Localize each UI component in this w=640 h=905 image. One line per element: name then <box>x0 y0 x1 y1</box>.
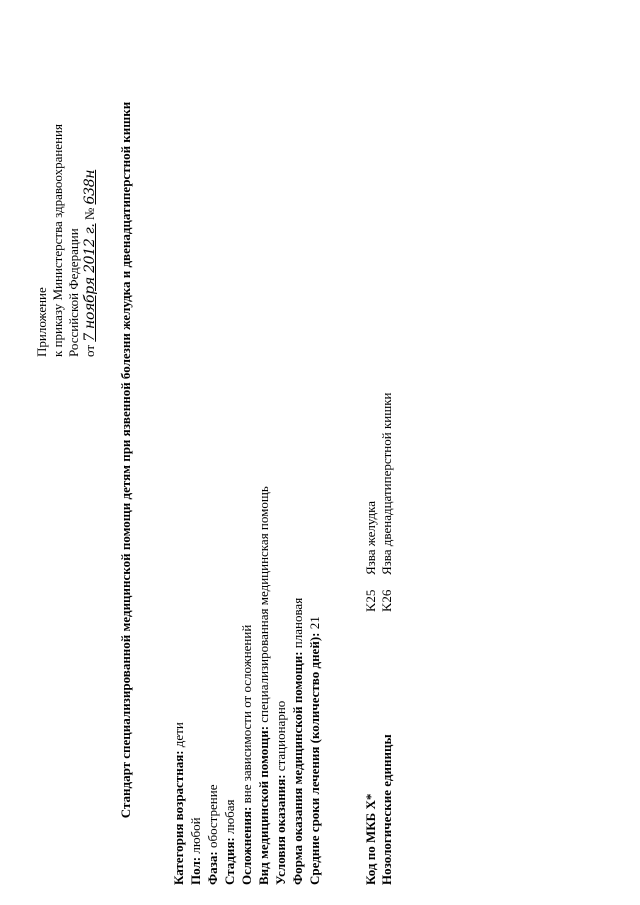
document-title: Стандарт специализированной медицинской помощи детям при язвенной болезни желудка и двенадцатиперстной кишки <box>118 101 133 819</box>
approval-line-2: к приказу Министерства здравоохранения <box>50 124 65 357</box>
param-label: Пол: <box>188 856 203 885</box>
approval-line-1: Приложение <box>34 287 49 357</box>
param-label: Условия оказания: <box>273 774 288 885</box>
param-row <box>238 486 255 885</box>
param-value: вне зависимости от осложнений <box>239 624 254 804</box>
param-label: Фаза: <box>205 851 220 885</box>
nosology-label: Нозологические единицы <box>379 734 394 885</box>
approval-date-line <box>82 124 98 357</box>
approval-line-3: Российской Федерации <box>66 228 81 357</box>
icd-code: K26 <box>379 589 394 612</box>
param-label: Осложнения: <box>239 806 254 885</box>
param-row <box>272 486 289 885</box>
param-label: Форма оказания медицинской помощи: <box>290 651 305 885</box>
icd-name: Язва желудка <box>363 500 378 575</box>
param-row <box>204 486 221 885</box>
from-label: от <box>82 344 97 357</box>
param-value: обострение <box>205 784 220 849</box>
param-label: Категория возрастная: <box>171 750 186 885</box>
param-row <box>255 486 272 885</box>
param-label: Вид медицинской помощи: <box>256 725 271 885</box>
param-row <box>221 486 238 885</box>
param-row <box>306 486 323 885</box>
handwritten-date: 7 ноября 2012 г. <box>82 223 98 342</box>
param-label: Стадия: <box>222 837 237 885</box>
standard-parameters <box>170 486 323 885</box>
param-value: 21 <box>307 616 322 630</box>
param-row <box>170 486 187 885</box>
param-value: специализированная медицинская помощь <box>256 486 271 723</box>
icd-code: K25 <box>363 589 378 612</box>
param-value: любой <box>188 817 203 854</box>
param-row <box>289 486 306 885</box>
param-value: дети <box>171 722 186 748</box>
param-row <box>187 486 204 885</box>
icd-label: Код по МКБ X* <box>363 793 378 885</box>
number-label: № <box>82 207 97 221</box>
param-value: стационарно <box>273 700 288 772</box>
param-value: плановая <box>290 597 305 649</box>
icd-name: Язва двенадцатиперстной кишки <box>379 392 394 575</box>
param-label: Средние сроки лечения (количество дней): <box>307 632 322 885</box>
param-value: любая <box>222 799 237 835</box>
handwritten-number: 638н <box>82 169 98 205</box>
approval-block <box>34 124 98 357</box>
